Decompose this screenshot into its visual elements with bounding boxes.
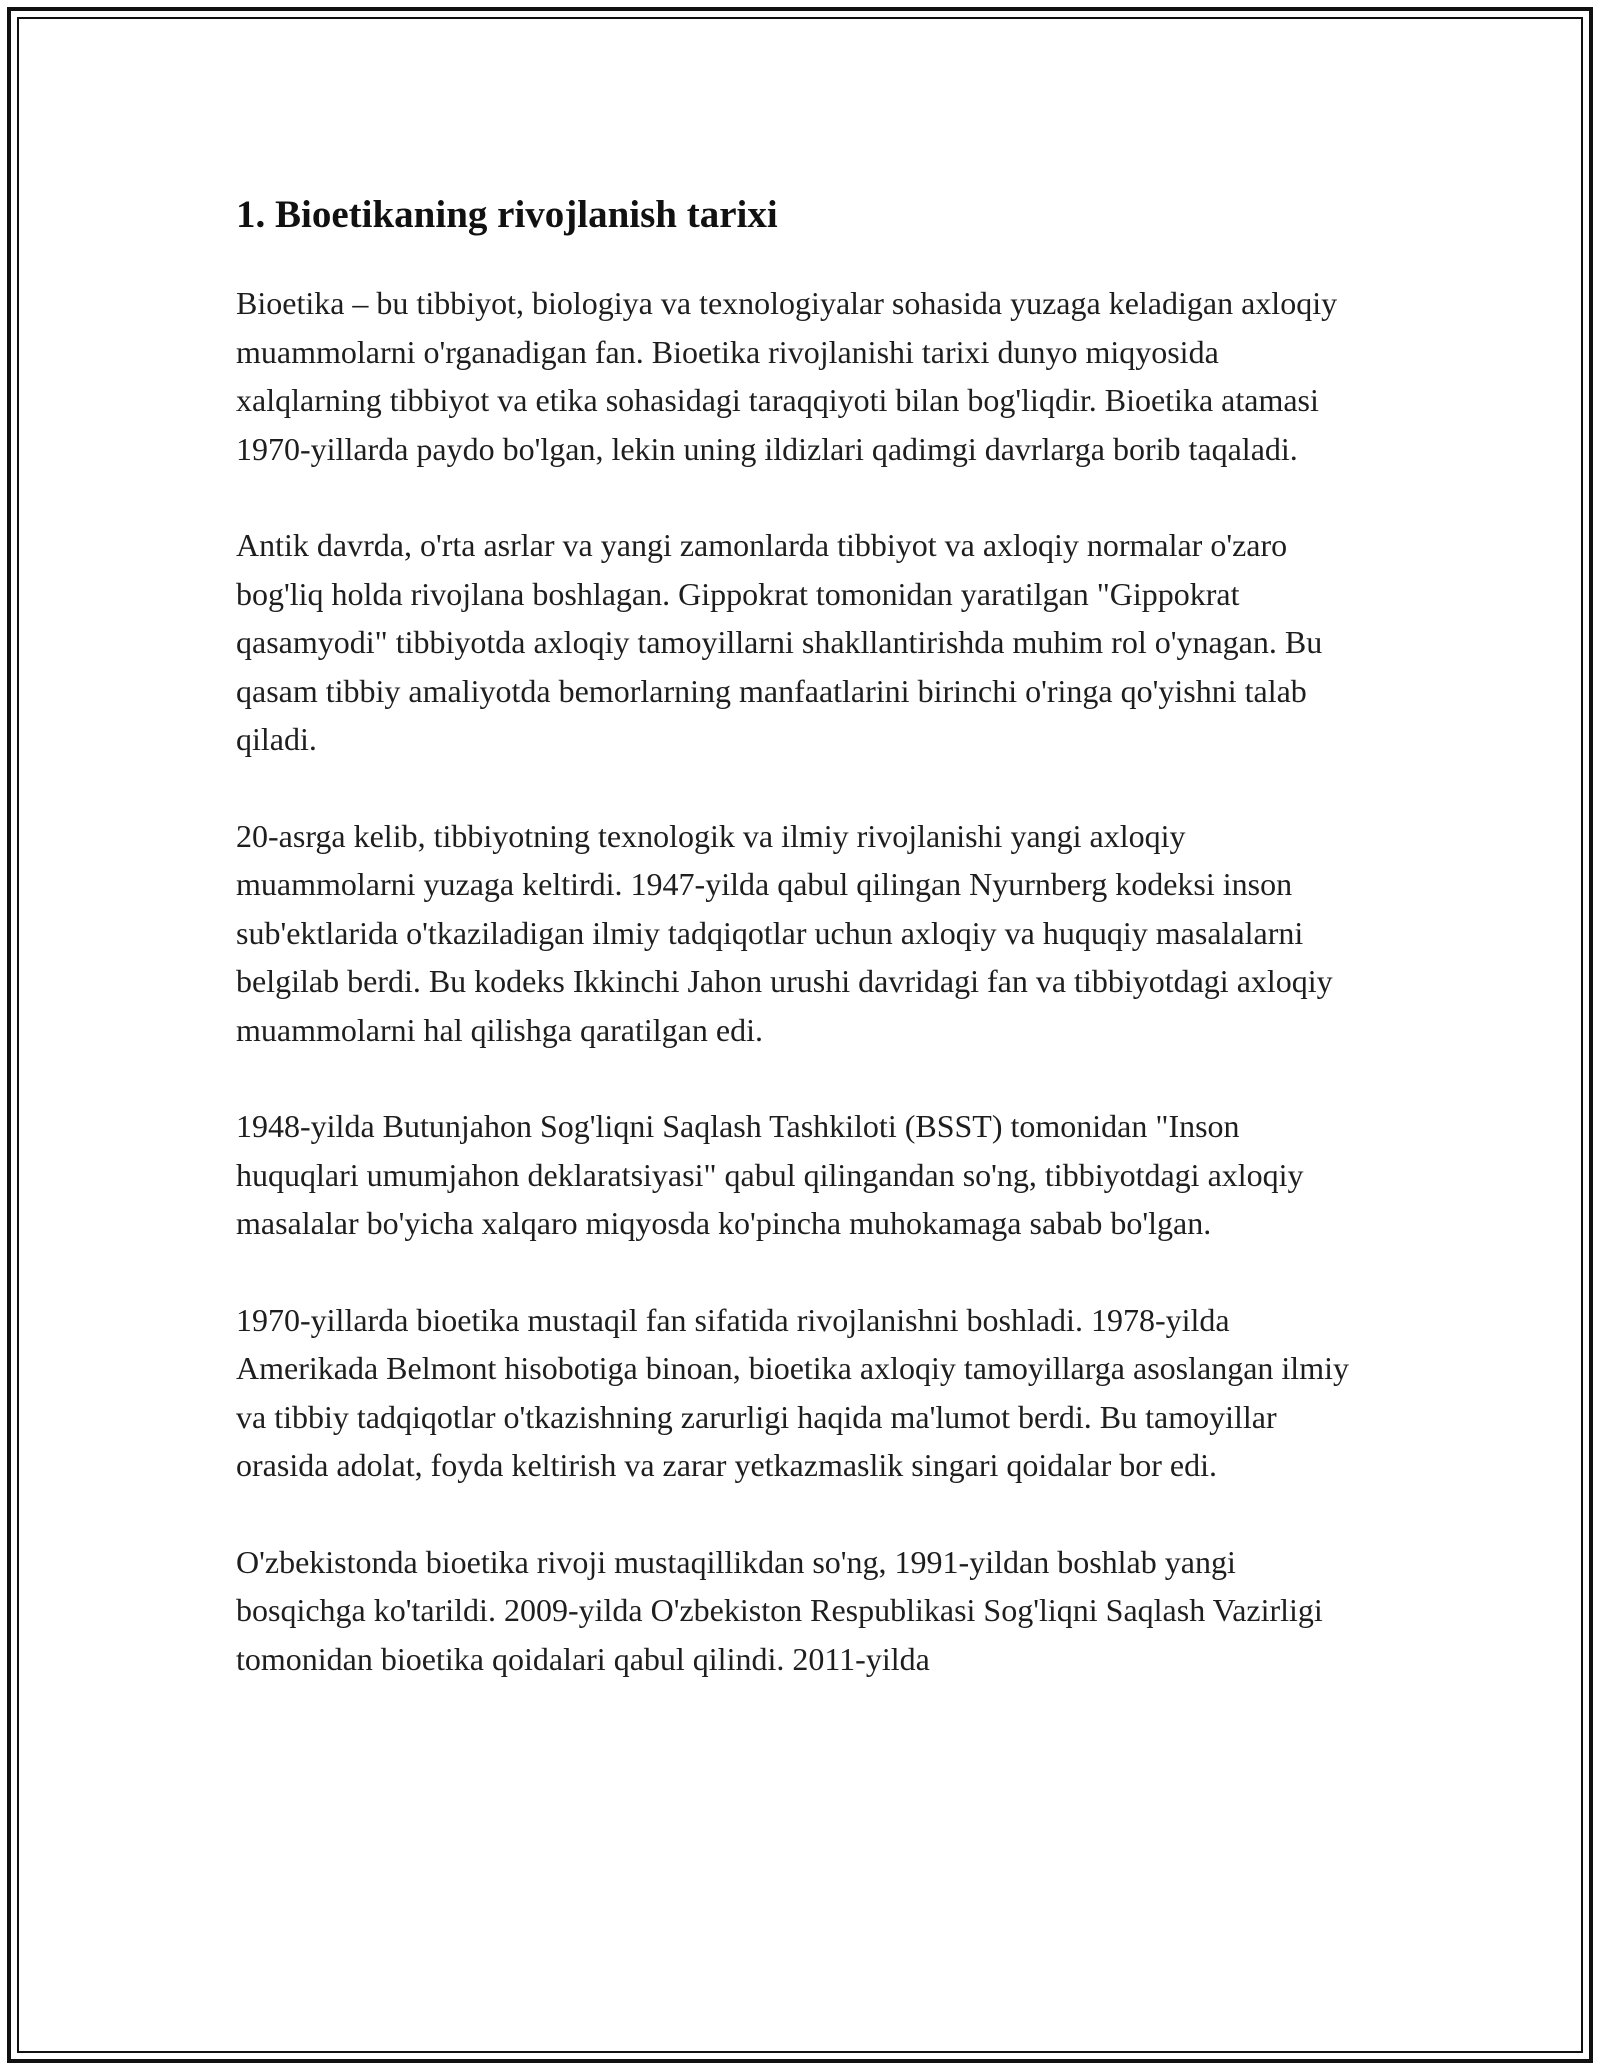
paragraph-uzbekistan: O'zbekistonda bioetika rivoji mustaqillikdan so'ng, 1991-yildan boshlab yangi bosqichga ko'tarildi. 2009-yilda O'zbekiston Respublikasi Sog'liqni Saqlash Vazirligi tomonidan bioetika qoidalari qabul qilindi. 2011-yilda: [236, 1543, 1323, 1677]
section-heading: 1. Bioetikaning rivojlanish tarixi: [236, 193, 778, 236]
paragraph-20th-century: 20-asrga kelib, tibbiyotning texnologik va ilmiy rivojlanishi yangi axloqiy muammolarni yuzaga keltirdi. 1947-yilda qabul qilingan Nyurnberg kodeksi inson sub'ektlarida o'tkaziladigan ilmiy tadqiqotlar uchun axloqiy va huquqiy masalalarni belgilab berdi. Bu kodeks Ikkinchi Jahon urushi davridagi fan va tibbiyotdagi axloqiy muammolarni hal qilishga qaratilgan edi.: [236, 817, 1333, 1048]
paragraph-definition: Bioetika – bu tibbiyot, biologiya va texnologiyalar sohasida yuzaga keladigan axloqiy muammolarni o'rganadigan fan. Bioetika rivojlanishi tarixi dunyo miqyosida xalqlarning tibbiyot va etika sohasidagi taraqqiyoti bilan bog'liqdir. Bioetika atamasi 1970-yillarda paydo bo'lgan, lekin uning ildizlari qadimgi davrlarga borib taqaladi.: [236, 285, 1338, 467]
paragraph-1970s: 1970-yillarda bioetika mustaqil fan sifatida rivojlanishni boshladi. 1978-yilda Amerikada Belmont hisobotiga binoan, bioetika axloqiy tamoyillarga asoslangan ilmiy va tibbiy tadqiqotlar o'tkazishning zarurligi haqida ma'lumot berdi. Bu tamoyillar orasida adolat, foyda keltirish va zarar yetkazmaslik singari qoidalar bor edi.: [236, 1301, 1349, 1483]
paragraph-1948: 1948-yilda Butunjahon Sog'liqni Saqlash Tashkiloti (BSST) tomonidan "Inson huquqlari umumjahon deklaratsiyasi" qabul qilingandan so'ng, tibbiyotdagi axloqiy masalalar bo'yicha xalqaro miqyosda ko'pincha muhokamaga sabab bo'lgan.: [236, 1108, 1304, 1241]
paragraph-ancient-era: Antik davrda, o'rta asrlar va yangi zamonlarda tibbiyot va axloqiy normalar o'zaro bog'liq holda rivojlana boshlagan. Gippokrat tomonidan yaratilgan "Gippokrat qasamyodi" tibbiyotda axloqiy tamoyillarni shakllantirishda muhim rol o'ynagan. Bu qasam tibbiy amaliyotda bemorlarning manfaatlarini birinchi o'ringa qo'yishni talab qiladi.: [236, 527, 1323, 757]
document-body: [236, 185, 1366, 1731]
